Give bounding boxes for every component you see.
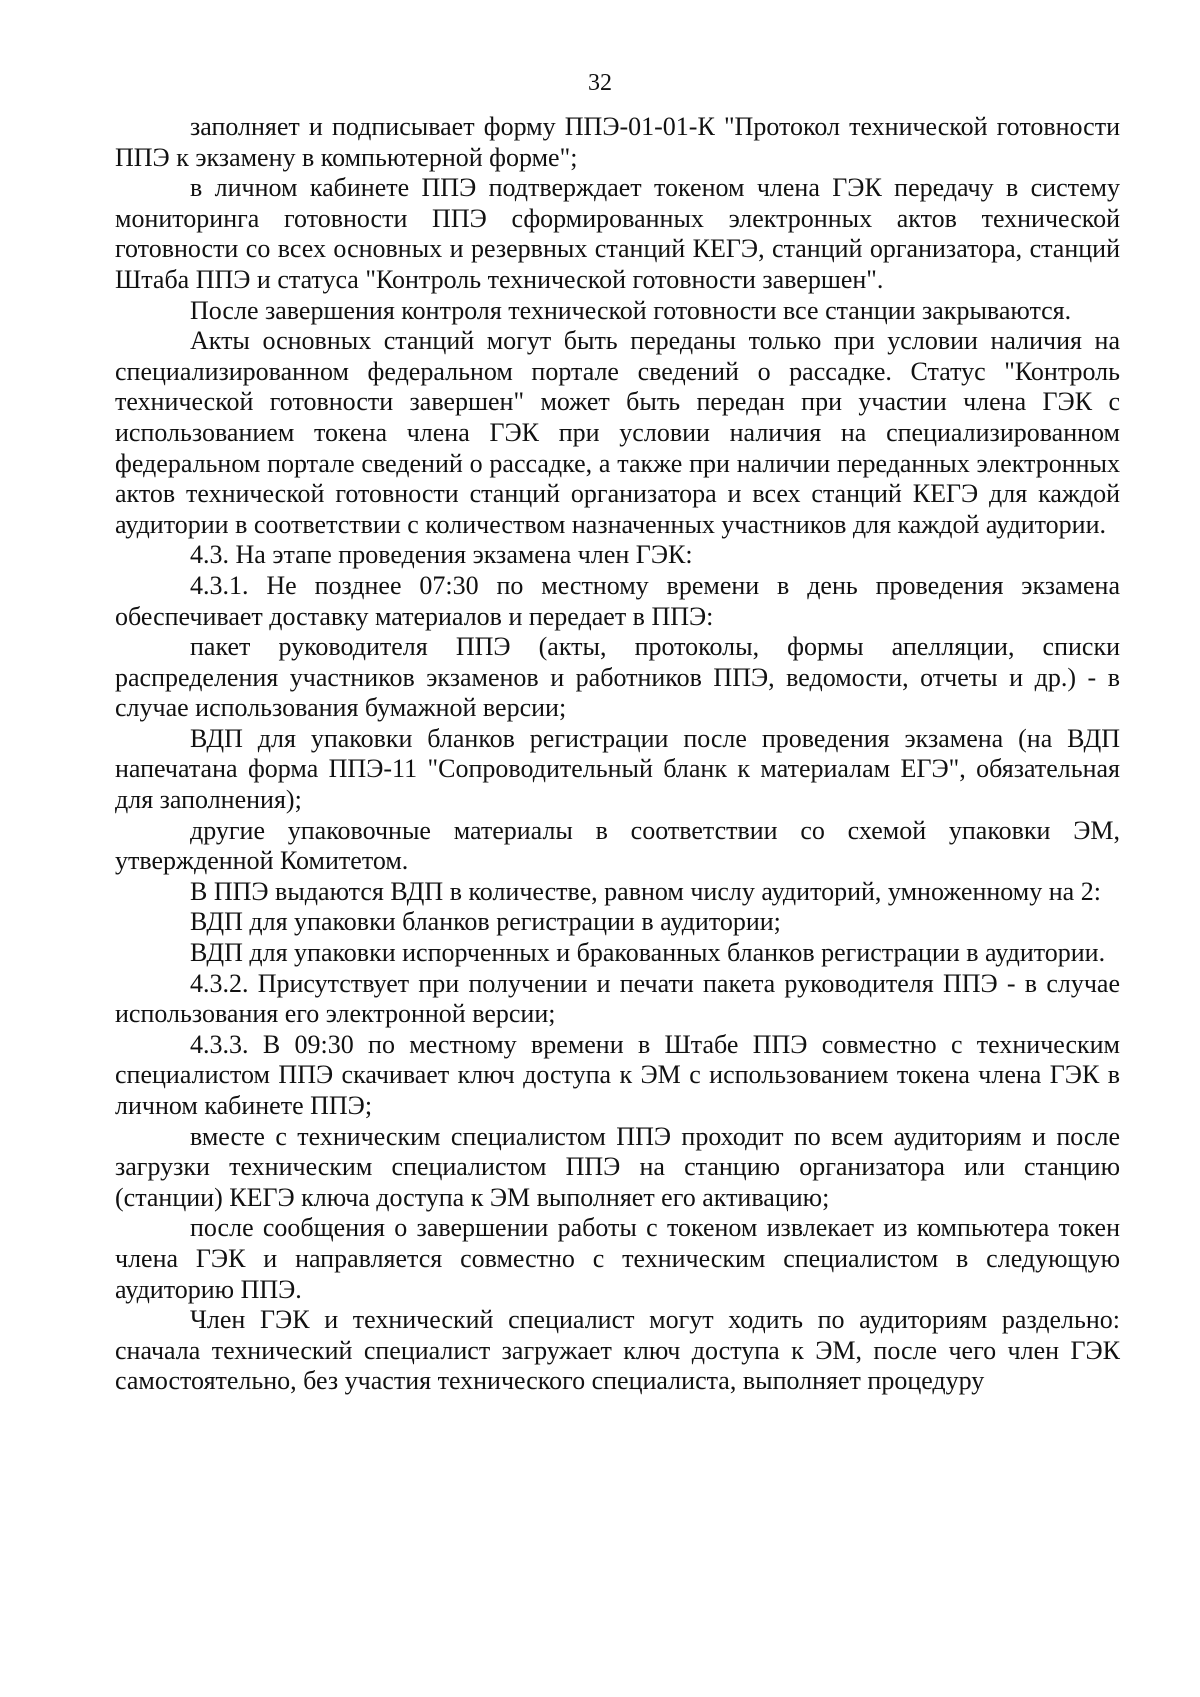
page-number: 32	[588, 70, 612, 96]
paragraph: заполняет и подписывает форму ППЭ-01-01-К "Протокол технической готовности ППЭ к экзамену в компьютерной форме";	[115, 112, 1120, 172]
document-body	[115, 112, 1120, 1397]
paragraph: 4.3.3. В 09:30 по местному времени в Штабе ППЭ совместно с техническим специалистом ППЭ скачивает ключ доступа к ЭМ с использованием токена члена ГЭК в личном кабинете ППЭ;	[115, 1029, 1120, 1120]
paragraph: В ППЭ выдаются ВДП в количестве, равном числу аудиторий, умноженному на 2:	[190, 876, 1101, 906]
list-item: после сообщения о завершении работы с токеном извлекает из компьютера токен члена ГЭК и направляется совместно с техническим специалистом в следующую аудиторию ППЭ.	[115, 1213, 1120, 1304]
list-item: вместе с техническим специалистом ППЭ проходит по всем аудиториям и после загрузки техническим специалистом ППЭ на станцию организатора или станцию (станции) КЕГЭ ключа доступа к ЭМ выполняет его активацию;	[115, 1121, 1120, 1212]
paragraph: в личном кабинете ППЭ подтверждает токеном члена ГЭК передачу в систему мониторинга готовности ППЭ сформированных электронных актов технической готовности со всех основных и резервных станций КЕГЭ, станций организатора, станций Штаба ППЭ и статуса "Контроль технической готовности завершен".	[115, 173, 1120, 294]
section-heading: 4.3. На этапе проведения экзамена член ГЭК:	[190, 540, 693, 570]
paragraph: После завершения контроля технической готовности все станции закрываются.	[190, 295, 1072, 325]
paragraph: 4.3.2. Присутствует при получении и печати пакета руководителя ППЭ - в случае использования его электронной версии;	[115, 968, 1120, 1029]
paragraph: Акты основных станций могут быть переданы только при условии наличия на специализированном федеральном портале сведений о рассадке. Статус "Контроль технической готовности завершен" может быть передан при участии члена ГЭК с использованием токена члена ГЭК при условии наличия на специализированном федеральном портале сведений о рассадке, а также при наличии переданных электронных актов технической готовности станций организатора и всех станций КЕГЭ для каждой аудитории в соответствии с количеством назначенных участников для каждой аудитории.	[115, 326, 1120, 539]
list-item: ВДП для упаковки испорченных и бракованных бланков регистрации в аудитории.	[190, 938, 1106, 968]
paragraph: Член ГЭК и технический специалист могут ходить по аудиториям раздельно: сначала технический специалист загружает ключ доступа к ЭМ, после чего член ГЭК самостоятельно, без участия технического специалиста, выполняет процедуру	[115, 1305, 1120, 1396]
list-item: ВДП для упаковки бланков регистрации после проведения экзамена (на ВДП напечатана форма ППЭ-11 "Сопроводительный бланк к материалам ЕГЭ", обязательная для заполнения);	[115, 723, 1120, 815]
list-item: ВДП для упаковки бланков регистрации в аудитории;	[190, 907, 781, 937]
list-item: пакет руководителя ППЭ (акты, протоколы, формы апелляции, списки распределения участников экзаменов и работников ППЭ, ведомости, отчеты и др.) - в случае использования бумажной версии;	[115, 632, 1120, 723]
list-item: другие упаковочные материалы в соответствии со схемой упаковки ЭМ, утвержденной Комитетом.	[115, 815, 1120, 876]
paragraph: 4.3.1. Не позднее 07:30 по местному времени в день проведения экзамена обеспечивает доставку материалов и передает в ППЭ:	[115, 570, 1120, 631]
